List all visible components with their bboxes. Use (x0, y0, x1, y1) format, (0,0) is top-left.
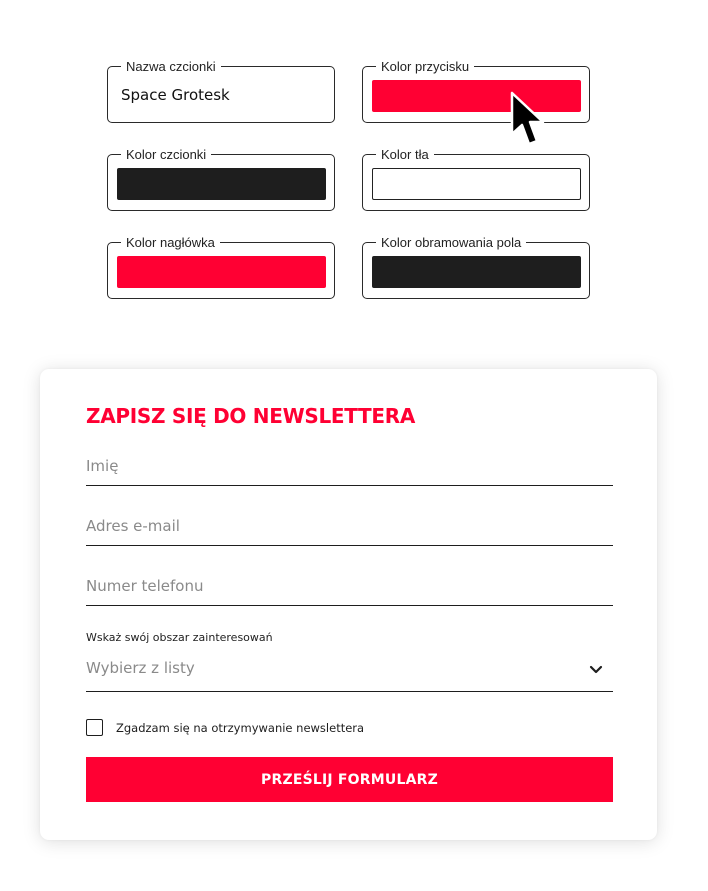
name-input[interactable] (86, 446, 613, 486)
background-color-swatch[interactable] (372, 168, 581, 200)
field-border-color-label: Kolor obramowania pola (376, 235, 526, 250)
newsletter-title: ZAPISZ SIĘ DO NEWSLETTERA (86, 404, 416, 428)
submit-button[interactable]: PRZEŚLIJ FORMULARZ (86, 757, 613, 802)
font-color-swatch[interactable] (117, 168, 326, 200)
font-name-label: Nazwa czcionki (121, 59, 221, 74)
field-border-color-field[interactable] (362, 235, 590, 299)
header-color-field[interactable] (107, 235, 335, 299)
phone-input[interactable] (86, 566, 613, 606)
font-color-label: Kolor czcionki (121, 147, 211, 162)
interest-select[interactable] (86, 649, 613, 692)
button-color-field[interactable] (362, 59, 590, 123)
button-color-label: Kolor przycisku (376, 59, 474, 74)
consent-checkbox[interactable] (86, 719, 103, 736)
font-name-field[interactable] (107, 59, 335, 123)
interest-select-value: Wybierz z listy (86, 659, 195, 677)
consent-label[interactable]: Zgadzam się na otrzymywanie newslettera (116, 721, 365, 735)
header-color-label: Kolor nagłówka (121, 235, 220, 250)
button-color-swatch[interactable] (372, 80, 581, 112)
arrow-cursor-icon (508, 90, 548, 148)
background-color-label: Kolor tła (376, 147, 434, 162)
font-color-field[interactable] (107, 147, 335, 211)
interest-label: Wskaż swój obszar zainteresowań (86, 631, 273, 644)
header-color-swatch[interactable] (117, 256, 326, 288)
email-input[interactable] (86, 506, 613, 546)
background-color-field[interactable] (362, 147, 590, 211)
field-border-color-swatch[interactable] (372, 256, 581, 288)
newsletter-card (40, 369, 657, 840)
chevron-down-icon[interactable] (589, 665, 603, 675)
font-name-value[interactable]: Space Grotesk (121, 86, 230, 104)
